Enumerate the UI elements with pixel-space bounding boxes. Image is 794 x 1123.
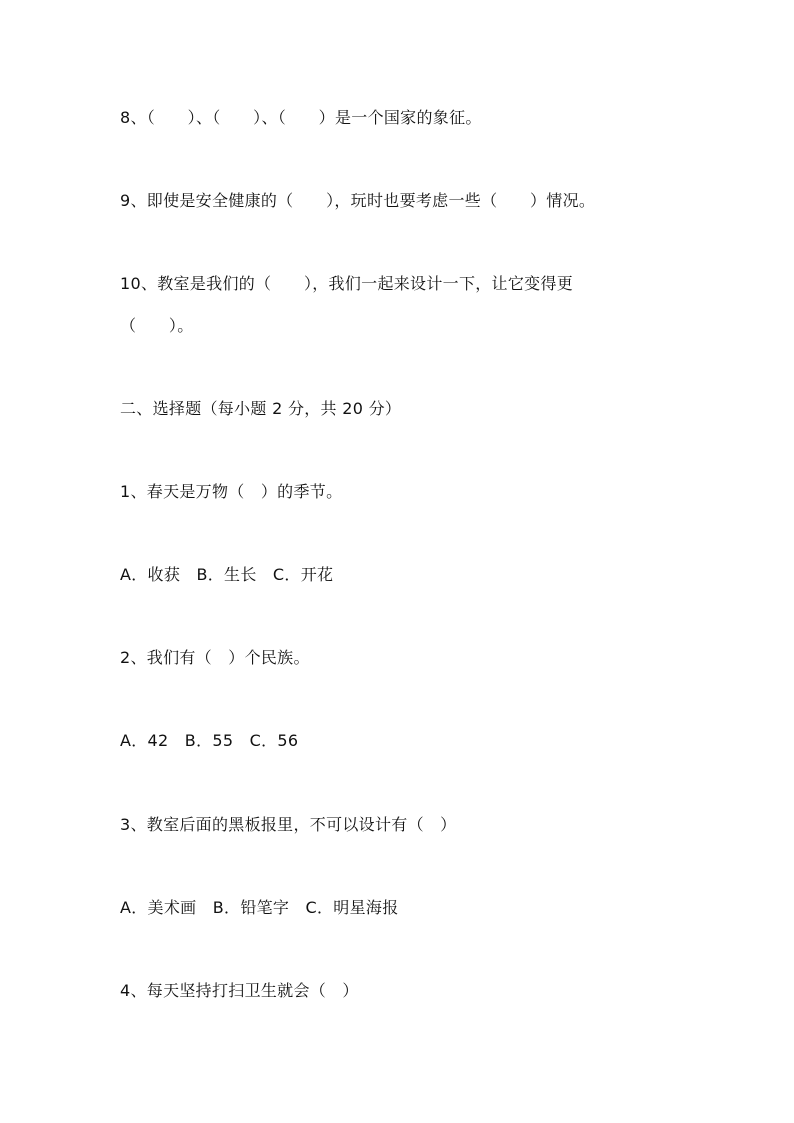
question-9: 9、即使是安全健康的（ ），玩时也要考虑一些（ ）情况。 <box>120 191 596 210</box>
question-8: 8、（ ）、（ ）、（ ）是一个国家的象征。 <box>120 108 482 127</box>
choice-question-1-options: A．收获 B．生长 C．开花 <box>120 565 334 584</box>
choice-question-1: 1、春天是万物（ ）的季节。 <box>120 482 343 501</box>
question-10-line-2: （ ）。 <box>120 316 194 335</box>
question-10-line-1: 10、教室是我们的（ ），我们一起来设计一下，让它变得更 <box>120 274 574 293</box>
choice-question-2: 2、我们有（ ）个民族。 <box>120 648 310 667</box>
section-heading-multiple-choice: 二、选择题（每小题 2 分，共 20 分） <box>120 399 402 418</box>
choice-question-3-options: A．美术画 B．铅笔字 C．明星海报 <box>120 898 399 917</box>
choice-question-3: 3、教室后面的黑板报里，不可以设计有（ ） <box>120 815 457 834</box>
choice-question-2-options: A．42 B．55 C．56 <box>120 731 299 750</box>
choice-question-4: 4、每天坚持打扫卫生就会（ ） <box>120 981 359 1000</box>
